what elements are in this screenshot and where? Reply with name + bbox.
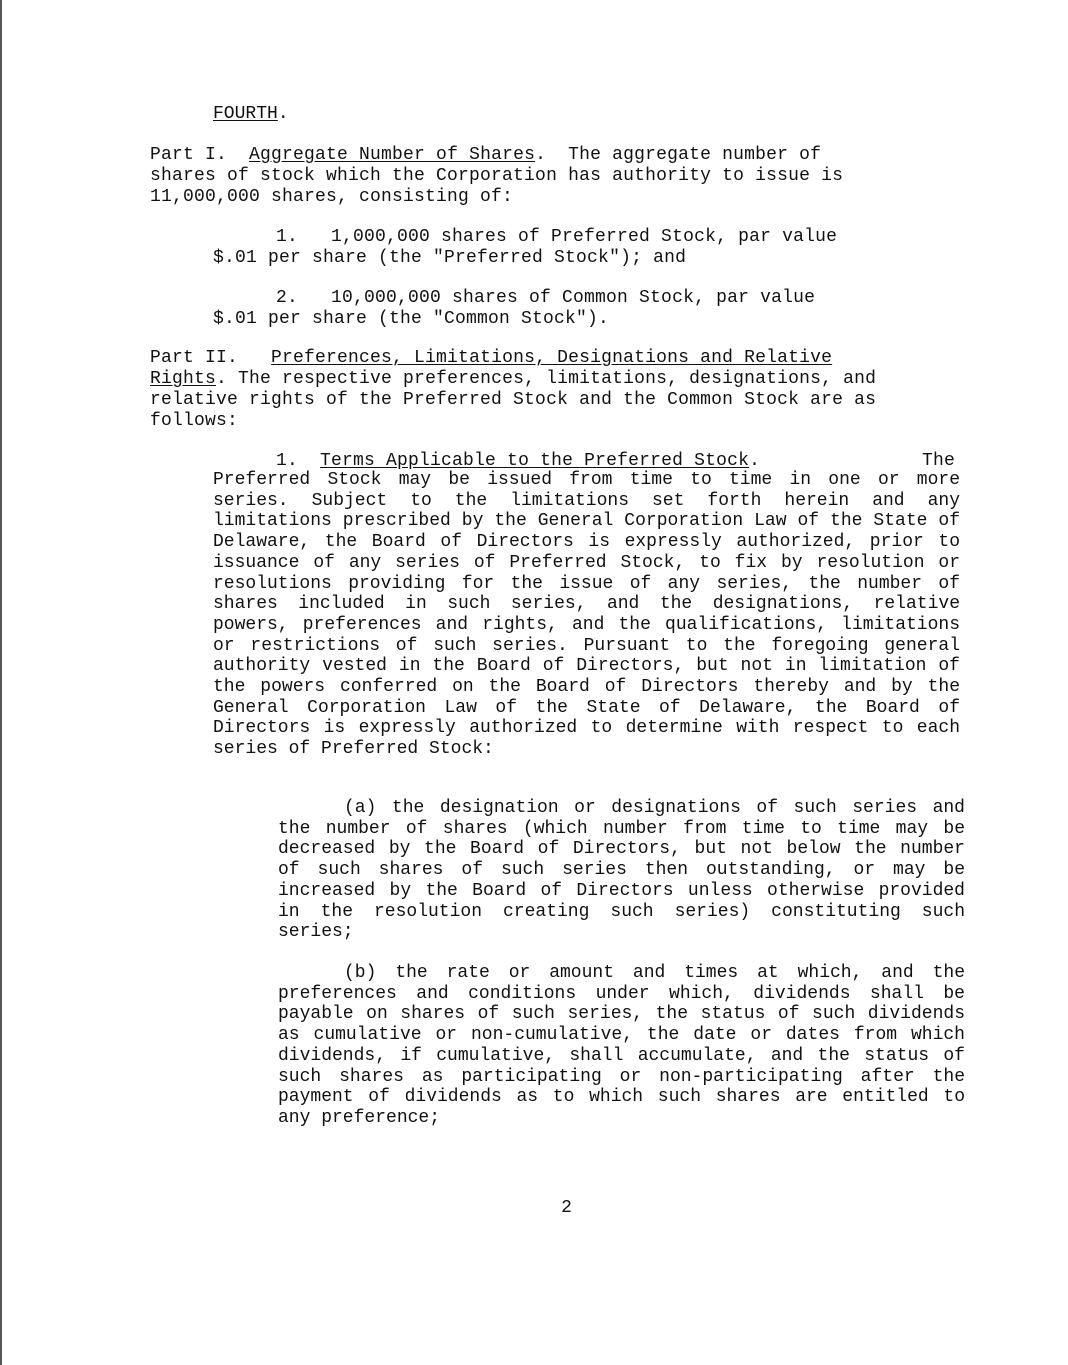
part2-title-line1: Preferences, Limitations, Designations and Relative [271, 348, 833, 368]
section1-title-period: . [749, 451, 761, 471]
subsection-b-text: the rate or amount and times at which, and the preferences and conditions under which, dividends shall be payable on shares of such series, the status of such dividends as cumulative or non-cumulative, the date or dates from which dividends, if cumulative, shall accumulate, and the status of such shares as participating or non-participating after the payment of dividends as to which such shares are entitled to any preference; [278, 963, 965, 1128]
section1-title: Terms Applicable to the Preferred Stock [320, 451, 750, 471]
part1-title: Aggregate Number of Shares [249, 145, 536, 165]
part2-rest: The respective preferences, limitations, designations, and [227, 369, 877, 389]
subsection-a-text: the designation or designations of such series and the number of shares (which number from time to time may be decreased by the Board of Directors, but not below the number of such shares of such series then outstanding, or may be increased by the Board of Directors unless otherwise provided in the resolution creating such series) constituting such series; [278, 798, 965, 943]
share-class-item-2-line1: 2. 10,000,000 shares of Common Stock, par value [276, 288, 816, 308]
part2-label: Part II. [150, 348, 239, 368]
section1-lead: The [921, 451, 955, 471]
subsection-a [278, 798, 965, 943]
article-heading [213, 103, 289, 125]
part1-lead: The aggregate number of [568, 145, 822, 165]
subsection-a-label: (a) [344, 798, 377, 818]
subsection-b [278, 963, 965, 1129]
article-heading-period: . [277, 104, 289, 124]
part2-line4: follows: [150, 411, 239, 431]
part1-line3: 11,000,000 shares, consisting of: [150, 187, 514, 207]
part1-line2: shares of stock which the Corporation has authority to issue is [150, 166, 844, 186]
share-class-item-1-line2: $.01 per share (the "Preferred Stock"); and [213, 248, 687, 268]
section1-heading-line [276, 450, 955, 472]
page-number: 2 [561, 1198, 572, 1218]
part2-line1 [150, 347, 832, 369]
part2-title-period: . [216, 369, 228, 389]
subsection-b-label: (b) [344, 963, 377, 983]
share-class-item-2-line2: $.01 per share (the "Common Stock"). [213, 309, 610, 329]
article-heading-title: FOURTH [213, 104, 278, 124]
part1-label: Part I. [150, 145, 228, 165]
part2-line3: relative rights of the Preferred Stock and the Common Stock are as [150, 390, 877, 410]
part1-title-period: . [535, 145, 547, 165]
section1-number: 1. [276, 451, 299, 471]
part2-line2 [150, 368, 876, 390]
part1-line1 [150, 144, 821, 166]
part2-title-line2: Rights [150, 369, 217, 389]
share-class-item-1-line1: 1. 1,000,000 shares of Preferred Stock, par value [276, 227, 838, 247]
section1-body: Preferred Stock may be issued from time to time in one or more series. Subject to the limitations set forth herein and any limitations prescribed by the General Corporation Law of the State of Delaware, the Board of Directors is expressly authorized, prior to issuance of any series of Preferred Stock, to fix by resolution or resolutions providing for the issue of any series, the number of shares included in such series, and the designations, relative powers, preferences and rights, and the qualifications, limitations or restrictions of such series. Pursuant to the foregoing general authority vested in the Board of Directors, but not in limitation of the powers conferred on the Board of Directors thereby and by the General Corporation Law of the State of Delaware, the Board of Directors is expressly authorized to determine with respect to each series of Preferred Stock: [213, 470, 960, 760]
